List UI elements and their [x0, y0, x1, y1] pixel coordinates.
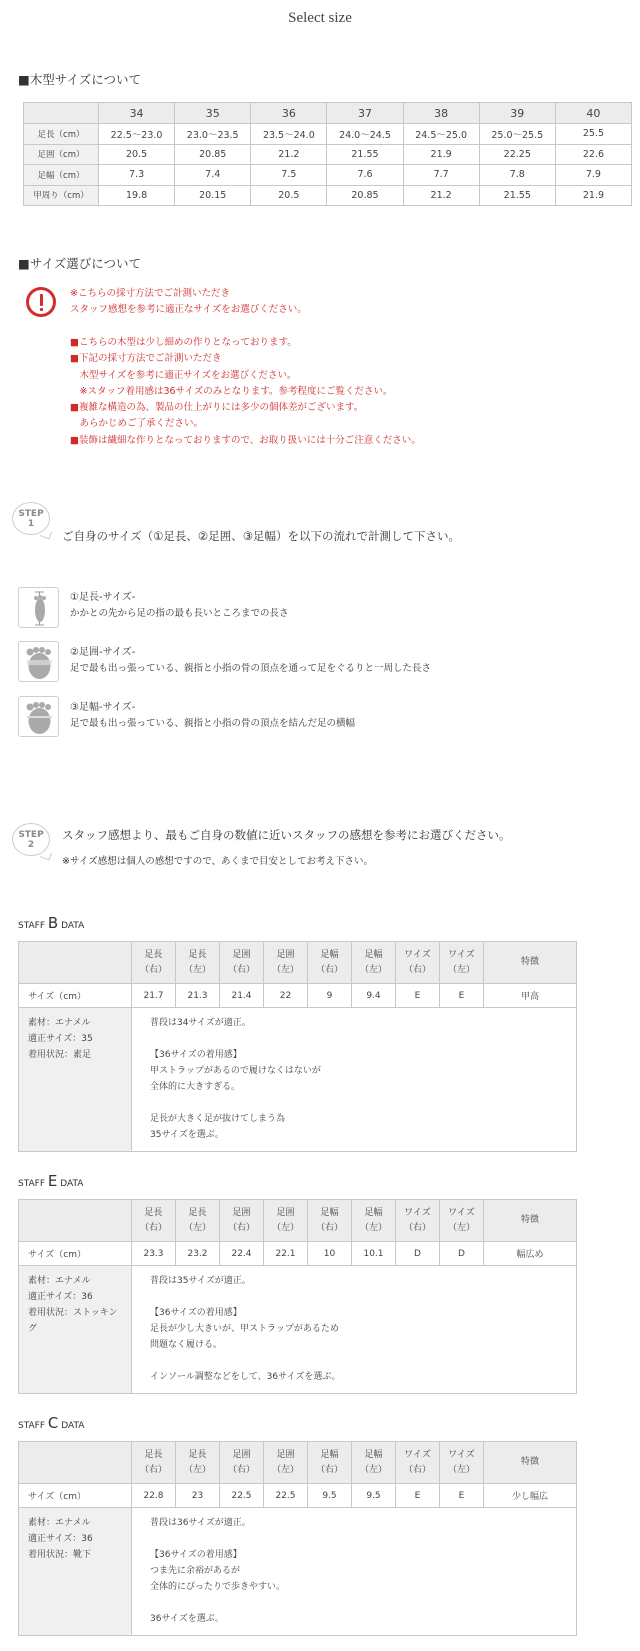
measure-title: ③足幅-サイズ-: [70, 702, 136, 713]
table-cell: 21.9: [555, 185, 631, 206]
table-row: [19, 984, 577, 1008]
measure-desc: かかとの先から足の指の最も長いところまでの長さ: [70, 608, 289, 619]
col-header: ワイズ （左）: [440, 1200, 484, 1242]
size-label: サイズ（cm）: [19, 1242, 132, 1266]
notice-top: [70, 286, 307, 319]
table-cell: 7.3: [99, 165, 175, 186]
warning-icon: [26, 287, 56, 317]
measure-title: ②足囲-サイズ-: [70, 647, 136, 658]
feature-header: 特徴: [484, 1442, 577, 1484]
col-header: 足幅 （左）: [352, 1200, 396, 1242]
page-title: Select size: [288, 10, 352, 26]
col-header: 足幅 （右）: [308, 1442, 352, 1484]
measure-title: ①足長-サイズ-: [70, 592, 136, 603]
step-word: STEP: [18, 830, 44, 840]
table-cell: 23.3: [132, 1242, 176, 1266]
table-cell: 21.2: [403, 185, 479, 206]
table-cell: 7.8: [479, 165, 555, 186]
table-cell: 22.5: [264, 1484, 308, 1508]
col-header: 足長 （右）: [132, 942, 176, 984]
staff-letter: C: [47, 1414, 59, 1432]
table-cell: 7.9: [555, 165, 631, 186]
col-header: ワイズ （左）: [440, 1442, 484, 1484]
table-row: [24, 165, 632, 186]
staff-table-e: [18, 1199, 577, 1394]
table-cell: 21.3: [176, 984, 220, 1008]
row-label: 足長（cm）: [24, 124, 99, 145]
table-cell: 22.4: [220, 1242, 264, 1266]
table-cell: 20.15: [175, 185, 251, 206]
table-cell: 24.0〜24.5: [327, 124, 403, 145]
corner-cell: [24, 103, 99, 124]
table-cell: 21.55: [327, 144, 403, 165]
feature-header: 特徴: [484, 942, 577, 984]
feature-cell: 少し幅広: [484, 1484, 577, 1508]
col-header: ワイズ （右）: [396, 1200, 440, 1242]
table-row: [19, 1008, 577, 1152]
corner-cell: [19, 942, 132, 984]
col-header: 足囲 （左）: [264, 1442, 308, 1484]
mokugata-size-table: [23, 102, 632, 206]
table-cell: 9.5: [352, 1484, 396, 1508]
row-label: 足囲（cm）: [24, 144, 99, 165]
col-header: 足囲 （右）: [220, 942, 264, 984]
col-header: 足囲 （左）: [264, 942, 308, 984]
table-cell: 25.0〜25.5: [479, 124, 555, 145]
table-row: [24, 185, 632, 206]
staff-label-e: [18, 1172, 83, 1190]
table-cell: 20.5: [251, 185, 327, 206]
table-cell: D: [396, 1242, 440, 1266]
table-row: [24, 144, 632, 165]
notice-line: ■装飾は繊細な作りとなっておりますので、お取り扱いには十分ご注意ください。: [70, 434, 421, 446]
table-row: [24, 124, 632, 145]
table-cell: 20.85: [327, 185, 403, 206]
table-cell: 22.8: [132, 1484, 176, 1508]
col-header: 足長 （左）: [176, 1200, 220, 1242]
step-word: STEP: [18, 509, 44, 519]
foot-girth-icon: [18, 641, 59, 682]
col-header: 足幅 （左）: [352, 942, 396, 984]
size-header: 38: [403, 103, 479, 124]
staff-comment: 普段は34サイズが適正。 【36サイズの着用感】 甲ストラップがあるので履けなくはないが 全体的に大きすぎる。 足長が大きく足が抜けてしまう為 35サイズを選ぶ。: [132, 1008, 577, 1152]
step-number: 2: [27, 840, 35, 850]
table-cell: 7.7: [403, 165, 479, 186]
step2-badge: [12, 823, 50, 856]
measure-desc: 足で最も出っ張っている、親指と小指の骨の頂点を結んだ足の横幅: [70, 718, 356, 729]
foot-width-icon: [18, 696, 59, 737]
table-cell: 10.1: [352, 1242, 396, 1266]
row-label: 足幅（cm）: [24, 165, 99, 186]
table-cell: 21.55: [479, 185, 555, 206]
table-cell: E: [440, 984, 484, 1008]
corner-cell: [19, 1200, 132, 1242]
table-cell: 7.4: [175, 165, 251, 186]
table-cell: 23.2: [176, 1242, 220, 1266]
staff-label-b: [18, 914, 84, 932]
feature-header: 特徴: [484, 1200, 577, 1242]
size-selection-heading: ■サイズ選びについて: [18, 256, 142, 271]
row-label: 甲周り（cm）: [24, 185, 99, 206]
staff-info: 素材：エナメル 適正サイズ：36 着用状況：ストッキング: [19, 1266, 132, 1394]
notice-line: 木型サイズを参考に適正サイズをお選びください。: [70, 369, 297, 381]
size-header: 36: [251, 103, 327, 124]
table-cell: E: [440, 1484, 484, 1508]
table-cell: 25.5: [555, 124, 631, 145]
col-header: 足囲 （左）: [264, 1200, 308, 1242]
table-row: [19, 1508, 577, 1636]
step-number: 1: [27, 519, 35, 529]
table-cell: 22: [264, 984, 308, 1008]
mokugata-heading: ■木型サイズについて: [18, 72, 142, 87]
table-cell: 7.5: [251, 165, 327, 186]
table-row: [19, 1484, 577, 1508]
col-header: 足長 （右）: [132, 1442, 176, 1484]
feature-cell: 幅広め: [484, 1242, 577, 1266]
size-header: 34: [99, 103, 175, 124]
foot-length-icon: [18, 587, 59, 628]
table-cell: 10: [308, 1242, 352, 1266]
notice-line: ※こちらの採寸方法でご計測いただき: [70, 288, 230, 299]
size-header: 35: [175, 103, 251, 124]
size-label: サイズ（cm）: [19, 1484, 132, 1508]
size-header: 39: [479, 103, 555, 124]
staff-comment: 普段は36サイズが適正。 【36サイズの着用感】 つま先に余裕があるが 全体的にぴったりで歩きやすい。 36サイズを選ぶ。: [132, 1508, 577, 1636]
table-cell: 21.9: [403, 144, 479, 165]
col-header: 足囲 （右）: [220, 1442, 264, 1484]
step2-note: ※サイズ感想は個人の感想ですので、あくまで目安としてお考え下さい。: [62, 856, 374, 867]
staff-info: 素材：エナメル 適正サイズ：35 着用状況：素足: [19, 1008, 132, 1152]
table-cell: 21.7: [132, 984, 176, 1008]
table-cell: 21.4: [220, 984, 264, 1008]
col-header: 足長 （右）: [132, 1200, 176, 1242]
size-label: サイズ（cm）: [19, 984, 132, 1008]
table-cell: 22.5〜23.0: [99, 124, 175, 145]
size-header: 40: [555, 103, 631, 124]
table-cell: 9.5: [308, 1484, 352, 1508]
col-header: 足幅 （右）: [308, 942, 352, 984]
col-header: 足幅 （左）: [352, 1442, 396, 1484]
corner-cell: [19, 1442, 132, 1484]
table-cell: 23.5〜24.0: [251, 124, 327, 145]
table-cell: D: [440, 1242, 484, 1266]
table-cell: 9: [308, 984, 352, 1008]
measure-desc: 足で最も出っ張っている、親指と小指の骨の頂点を通って足をぐるりと一周した長さ: [70, 663, 432, 674]
notice-line: スタッフ感想を参考に適正なサイズをお選びください。: [70, 304, 307, 316]
table-cell: E: [396, 1484, 440, 1508]
table-row: [19, 1266, 577, 1394]
staff-comment: 普段は35サイズが適正。 【36サイズの着用感】 足長が少し大きいが、甲ストラップがあるため 問題なく履ける。 インソール調整などをして、36サイズを選ぶ。: [132, 1266, 577, 1394]
feature-cell: 甲高: [484, 984, 577, 1008]
notice-line: あらかじめご了承ください。: [70, 418, 204, 430]
col-header: 足幅 （右）: [308, 1200, 352, 1242]
staff-label-c: [18, 1414, 84, 1432]
step2-text: スタッフ感想より、最もご自身の数値に近いスタッフの感想を参考にお選びください。: [62, 828, 511, 842]
col-header: ワイズ （右）: [396, 942, 440, 984]
table-row: [19, 1242, 577, 1266]
table-cell: 22.6: [555, 144, 631, 165]
table-cell: 9.4: [352, 984, 396, 1008]
step1-text: ご自身のサイズ（①足長、②足囲、③足幅）を以下の流れで計測して下さい。: [62, 529, 461, 543]
staff-info: 素材：エナメル 適正サイズ：36 着用状況：靴下: [19, 1508, 132, 1636]
notice-line: ■下記の採寸方法でご計測いただき: [70, 353, 222, 365]
table-cell: 19.8: [99, 185, 175, 206]
table-cell: 22.1: [264, 1242, 308, 1266]
table-cell: E: [396, 984, 440, 1008]
notice-line: ■複雑な構造の為、製品の仕上がりには多少の個体差がございます。: [70, 402, 364, 414]
staff-table-c: [18, 1441, 577, 1636]
col-header: ワイズ （右）: [396, 1442, 440, 1484]
notice-bottom: [70, 335, 421, 449]
table-cell: 21.2: [251, 144, 327, 165]
staff-word: STAFF: [18, 1179, 46, 1189]
table-cell: 20.5: [99, 144, 175, 165]
col-header: 足長 （左）: [176, 1442, 220, 1484]
staff-letter: B: [47, 914, 59, 932]
staff-letter: E: [47, 1172, 58, 1190]
notice-line: ※スタッフ着用感は36サイズのみとなります。参考程度にご覧ください。: [70, 385, 393, 397]
step1-badge: [12, 502, 50, 535]
notice-line: ■こちらの木型は少し細めの作りとなっております。: [70, 337, 297, 348]
table-cell: 24.5〜25.0: [403, 124, 479, 145]
table-cell: 7.6: [327, 165, 403, 186]
size-header: 37: [327, 103, 403, 124]
table-cell: 23: [176, 1484, 220, 1508]
staff-word: STAFF: [18, 921, 46, 931]
data-word: DATA: [60, 1179, 84, 1189]
data-word: DATA: [61, 1421, 85, 1431]
staff-word: STAFF: [18, 1421, 46, 1431]
staff-table-b: [18, 941, 577, 1152]
col-header: 足長 （左）: [176, 942, 220, 984]
table-cell: 22.5: [220, 1484, 264, 1508]
table-cell: 20.85: [175, 144, 251, 165]
table-cell: 22.25: [479, 144, 555, 165]
col-header: 足囲 （右）: [220, 1200, 264, 1242]
data-word: DATA: [61, 921, 85, 931]
col-header: ワイズ （左）: [440, 942, 484, 984]
table-cell: 23.0〜23.5: [175, 124, 251, 145]
